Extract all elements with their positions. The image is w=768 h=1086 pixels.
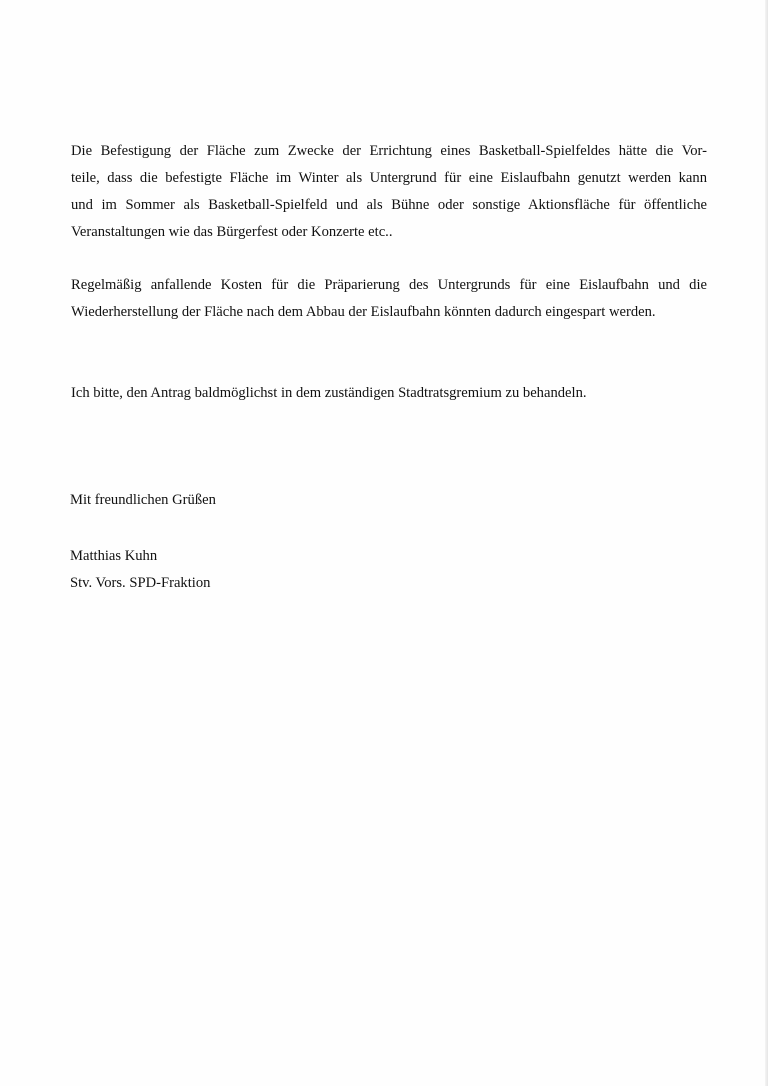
signer-role: Stv. Vors. SPD-Fraktion [70, 575, 211, 591]
paragraph-line: Wiederherstellung der Fläche nach dem Abbau der Eislaufbahn könnten dadurch eingespart werden. [71, 304, 656, 320]
paragraph-line: Ich bitte, den Antrag baldmöglichst in dem zuständigen Stadtratsgremium zu behandeln. [71, 385, 587, 401]
paragraph-line: und im Sommer als Basketball-Spielfeld und als Bühne oder sonstige Aktionsfläche für öffentliche [71, 197, 707, 213]
paragraph-line: Die Befestigung der Fläche zum Zwecke der Errichtung eines Basketball-Spielfeldes hätte die Vor- [71, 143, 707, 159]
paragraph-line: teile, dass die befestigte Fläche im Winter als Untergrund für eine Eislaufbahn genutzt werden kann [71, 170, 707, 186]
paragraph-basketball-field [71, 138, 707, 246]
paragraph-request [71, 380, 707, 407]
paragraph-cost-savings [71, 272, 707, 326]
paragraph-line: Veranstaltungen wie das Bürgerfest oder Konzerte etc.. [71, 224, 393, 240]
closing-greeting: Mit freundlichen Grüßen [70, 492, 216, 508]
paragraph-line: Regelmäßig anfallende Kosten für die Präparierung des Untergrunds für eine Eislaufbahn und die [71, 277, 707, 293]
signer-name: Matthias Kuhn [70, 548, 158, 564]
